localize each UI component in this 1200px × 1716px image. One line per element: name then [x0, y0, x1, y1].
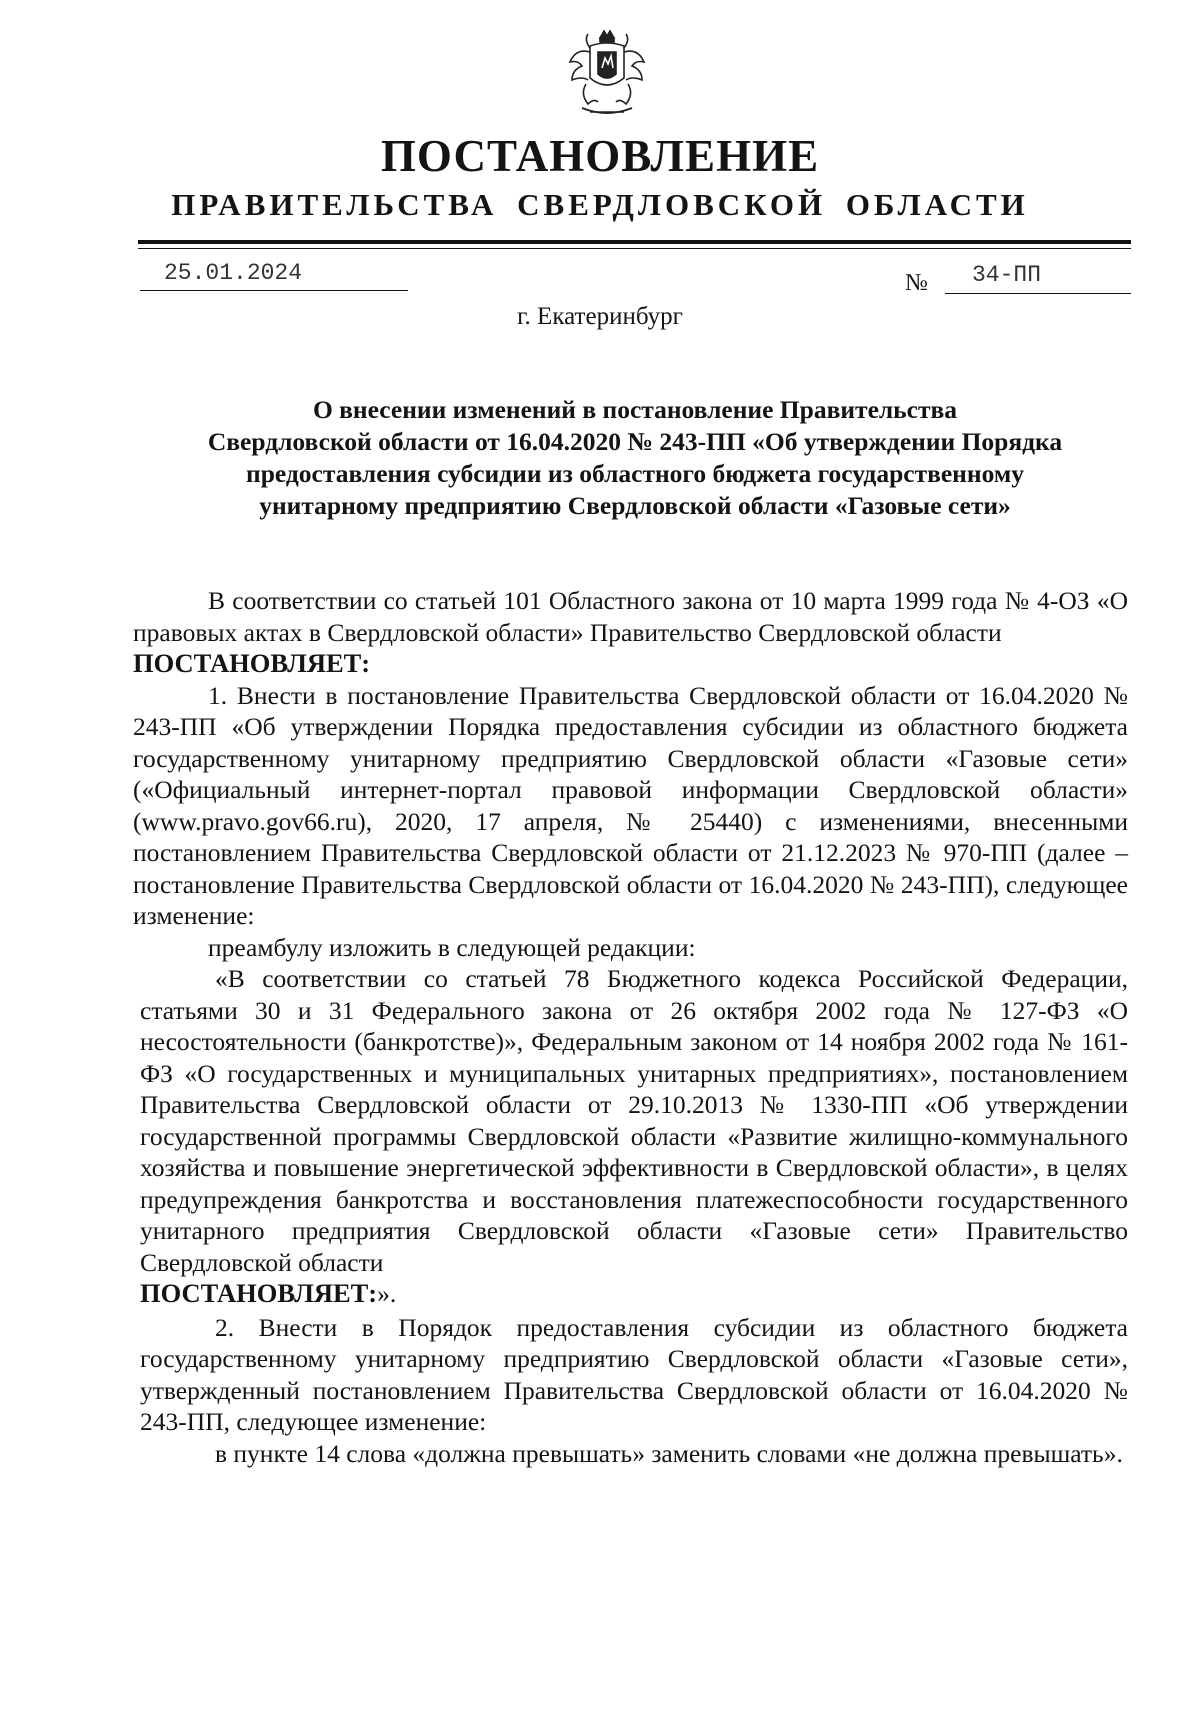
intro-paragraph: В соответствии со статьей 101 Областного закона от 10 марта 1999 года № 4-ОЗ «О правовых актах в Свердловской области» Правительство Свердловской области: [133, 586, 1128, 647]
header-rule-thick: [138, 240, 1131, 244]
item-2-change: в пункте 14 слова «должна превышать» заменить словами «не должна превышать».: [215, 1438, 1123, 1468]
decree-quote-line: [133, 1278, 1128, 1310]
document-city: г. Екатеринбург: [517, 303, 683, 330]
sverdlovsk-coat-of-arms-icon: [560, 28, 654, 118]
number-label: №: [905, 270, 928, 296]
item-2-paragraph: 2. Внести в Порядок предоставления субсидии из областного бюджета государственному унитарному предприятию Свердловской области «Газовые сети», утвержденный постановлением Правительства Свердловской области от 16.04.2020 № 243-ПП, следующее изменение:: [140, 1312, 1128, 1436]
document-title: ПОСТАНОВЛЕНИЕ: [380, 131, 820, 181]
item-1-paragraph: 1. Внести в постановление Правительства Свердловской области от 16.04.2020 № 243-ПП «Об утверждении Порядка предоставления субсидии из областного бюджета государственному унитарному предприятию Свердловской области «Газовые сети» («Официальный интернет-портал правовой информации Свердловской области» (www.pravo.gov66.ru), 2020, 17 апреля, № 25440) с изменениями, внесенными постановлением Правительства Свердловской области от 21.12.2023 № 970-ПП (далее – постановление Правительства Свердловской области от 16.04.2020 № 243-ПП), следующее изменение:: [133, 680, 1128, 930]
document-subtitle: ПРАВИТЕЛЬСТВА СВЕРДЛОВСКОЙ ОБЛАСТИ: [171, 187, 1029, 222]
document-heading: [140, 394, 1130, 522]
heading-line: предоставления субсидии из областного бюджета государственному: [246, 459, 1024, 488]
header-rule-thin: [138, 248, 1131, 249]
number-underline: [945, 293, 1131, 294]
decree-quote-word: ПОСТАНОВЛЯЕТ:: [140, 1278, 378, 1308]
heading-line: унитарному предприятию Свердловской области «Газовые сети»: [259, 491, 1011, 520]
preamble-intro: преамбулу изложить в следующей редакции:: [208, 932, 696, 962]
decree-quote-tail: ».: [377, 1279, 397, 1308]
document-number: 34-ПП: [972, 262, 1042, 288]
date-underline: [140, 290, 408, 291]
heading-line: Свердловской области от 16.04.2020 № 243-ПП «Об утверждении Порядка: [207, 427, 1063, 456]
document-date: 25.01.2024: [164, 260, 303, 286]
preamble-quote: «В соответствии со статьей 78 Бюджетного кодекса Российской Федерации, статьями 30 и 31 Федерального закона от 26 октября 2002 года № 127-ФЗ «О несостоятельности (банкротстве)», Федеральным законом от 14 ноября 2002 года № 161-ФЗ «О государственных и муниципальных унитарных предприятиях», постановлением Правительства Свердловской области от 29.10.2013 № 1330-ПП «Об утверждении государственной программы Свердловской области «Развитие жилищно-коммунального хозяйства и повышение энергетической эффективности в Свердловской области», в целях предупреждения банкротства и восстановления платежеспособности государственного унитарного предприятия Свердловской области «Газовые сети» Правительство Свердловской области: [140, 964, 1128, 1277]
heading-line: О внесении изменений в постановление Правительства: [312, 395, 958, 424]
document-body: [133, 585, 1128, 1469]
decree-word: ПОСТАНОВЛЯЕТ:: [133, 648, 371, 678]
